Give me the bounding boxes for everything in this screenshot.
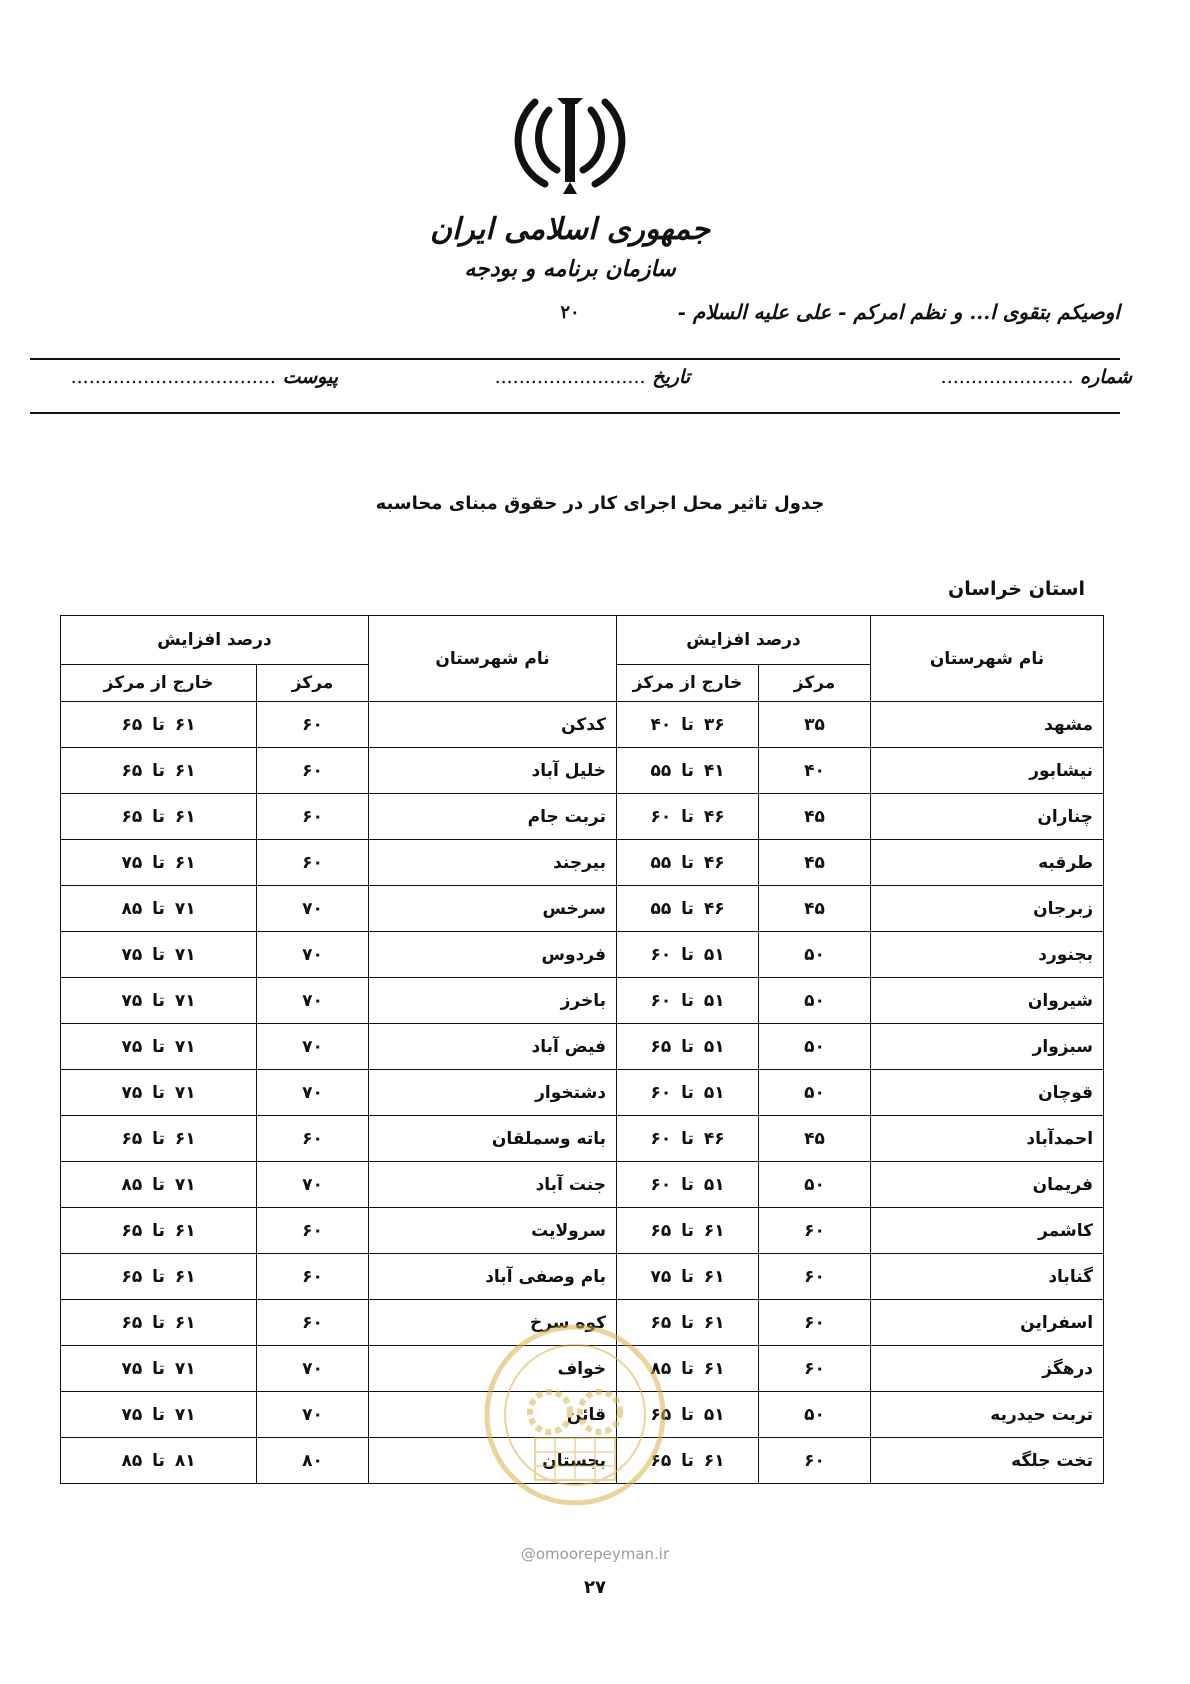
county-right-cell: قوچان bbox=[871, 1070, 1104, 1116]
county-left-cell: بیرجند bbox=[369, 840, 617, 886]
center-left-cell: ۶۰ bbox=[257, 1300, 369, 1346]
county-right-cell: سبزوار bbox=[871, 1024, 1104, 1070]
outside-left-cell: ۷۱ تا ۷۵ bbox=[61, 1024, 257, 1070]
attachment-field bbox=[71, 366, 338, 388]
center-right-cell: ۶۰ bbox=[759, 1208, 871, 1254]
center-right-cell: ۵۰ bbox=[759, 932, 871, 978]
county-left-cell: خواف bbox=[369, 1346, 617, 1392]
number-field bbox=[941, 366, 1132, 388]
outside-left-cell: ۸۱ تا ۸۵ bbox=[61, 1438, 257, 1484]
outside-left-cell: ۶۱ تا ۶۵ bbox=[61, 1116, 257, 1162]
county-right-cell: احمدآباد bbox=[871, 1116, 1104, 1162]
bottom-rule bbox=[30, 412, 1120, 414]
date-dots: ......................... bbox=[494, 366, 646, 388]
outside-right-cell: ۵۱ تا ۶۵ bbox=[617, 1392, 759, 1438]
table-row bbox=[61, 748, 1104, 794]
outside-left-cell: ۷۱ تا ۷۵ bbox=[61, 978, 257, 1024]
county-left-cell: کدکن bbox=[369, 702, 617, 748]
center-right-cell: ۵۰ bbox=[759, 1392, 871, 1438]
outside-right-cell: ۴۶ تا ۶۰ bbox=[617, 794, 759, 840]
outside-left-cell: ۶۱ تا ۶۵ bbox=[61, 702, 257, 748]
center-left-cell: ۸۰ bbox=[257, 1438, 369, 1484]
header-number: ۲۰ bbox=[560, 302, 580, 323]
center-right-cell: ۵۰ bbox=[759, 1070, 871, 1116]
center-right-cell: ۵۰ bbox=[759, 1024, 871, 1070]
province-name: استان خراسان bbox=[948, 578, 1085, 600]
center-left-cell: ۶۰ bbox=[257, 702, 369, 748]
date-field bbox=[495, 366, 690, 388]
county-right-cell: کاشمر bbox=[871, 1208, 1104, 1254]
number-label: شماره bbox=[1080, 366, 1132, 388]
center-right-cell: ۶۰ bbox=[759, 1438, 871, 1484]
center-right-cell: ۵۰ bbox=[759, 1162, 871, 1208]
center-left-cell: ۶۰ bbox=[257, 748, 369, 794]
outside-right-cell: ۶۱ تا ۸۵ bbox=[617, 1346, 759, 1392]
county-right-cell: مشهد bbox=[871, 702, 1104, 748]
center-right-cell: ۳۵ bbox=[759, 702, 871, 748]
outside-right-cell: ۶۱ تا ۶۵ bbox=[617, 1300, 759, 1346]
center-left-cell: ۶۰ bbox=[257, 1116, 369, 1162]
center-right-cell: ۶۰ bbox=[759, 1346, 871, 1392]
header-center-left: مرکز bbox=[257, 665, 369, 702]
outside-right-cell: ۶۱ تا ۶۵ bbox=[617, 1438, 759, 1484]
table-row bbox=[61, 886, 1104, 932]
county-right-cell: چناران bbox=[871, 794, 1104, 840]
county-right-cell: بجنورد bbox=[871, 932, 1104, 978]
outside-left-cell: ۶۱ تا ۶۵ bbox=[61, 1254, 257, 1300]
county-right-cell: اسفراین bbox=[871, 1300, 1104, 1346]
outside-right-cell: ۶۱ تا ۷۵ bbox=[617, 1254, 759, 1300]
country-name: جمهوری اسلامی ایران bbox=[429, 212, 711, 247]
date-label: تاریخ bbox=[652, 366, 690, 388]
page-number: ۲۷ bbox=[584, 1577, 606, 1598]
center-left-cell: ۷۰ bbox=[257, 1346, 369, 1392]
outside-left-cell: ۷۱ تا ۷۵ bbox=[61, 1392, 257, 1438]
county-right-cell: درهگز bbox=[871, 1346, 1104, 1392]
outside-right-cell: ۵۱ تا ۶۰ bbox=[617, 1162, 759, 1208]
header-outside-right: خارج از مرکز bbox=[617, 665, 759, 702]
county-left-cell: باخرز bbox=[369, 978, 617, 1024]
table-row bbox=[61, 1162, 1104, 1208]
center-right-cell: ۴۵ bbox=[759, 794, 871, 840]
table-row bbox=[61, 702, 1104, 748]
outside-right-cell: ۵۱ تا ۶۰ bbox=[617, 932, 759, 978]
county-left-cell: فیض آباد bbox=[369, 1024, 617, 1070]
county-left-cell: باته وسملقان bbox=[369, 1116, 617, 1162]
number-dots: ...................... bbox=[940, 366, 1074, 388]
center-left-cell: ۷۰ bbox=[257, 1070, 369, 1116]
outside-right-cell: ۴۱ تا ۵۵ bbox=[617, 748, 759, 794]
table-row bbox=[61, 840, 1104, 886]
center-right-cell: ۵۰ bbox=[759, 978, 871, 1024]
county-left-cell: تربت جام bbox=[369, 794, 617, 840]
table-row bbox=[61, 794, 1104, 840]
outside-left-cell: ۶۱ تا ۶۵ bbox=[61, 748, 257, 794]
center-right-cell: ۴۵ bbox=[759, 886, 871, 932]
center-right-cell: ۴۵ bbox=[759, 1116, 871, 1162]
outside-left-cell: ۷۱ تا ۸۵ bbox=[61, 1162, 257, 1208]
header-increase-right: درصد افزایش bbox=[617, 616, 871, 665]
header-county-right: نام شهرستان bbox=[871, 616, 1104, 702]
outside-right-cell: ۴۶ تا ۵۵ bbox=[617, 840, 759, 886]
table-row bbox=[61, 1208, 1104, 1254]
organization-name: سازمان برنامه و بودجه bbox=[464, 256, 676, 282]
table-row bbox=[61, 978, 1104, 1024]
outside-left-cell: ۶۱ تا ۶۵ bbox=[61, 1208, 257, 1254]
header-increase-left: درصد افزایش bbox=[61, 616, 369, 665]
center-left-cell: ۶۰ bbox=[257, 840, 369, 886]
outside-left-cell: ۶۱ تا ۶۵ bbox=[61, 794, 257, 840]
county-right-cell: شیروان bbox=[871, 978, 1104, 1024]
outside-right-cell: ۳۶ تا ۴۰ bbox=[617, 702, 759, 748]
outside-right-cell: ۶۱ تا ۶۵ bbox=[617, 1208, 759, 1254]
outside-left-cell: ۷۱ تا ۸۵ bbox=[61, 886, 257, 932]
center-left-cell: ۶۰ bbox=[257, 794, 369, 840]
county-left-cell: سرولایت bbox=[369, 1208, 617, 1254]
table-row bbox=[61, 932, 1104, 978]
county-left-cell: جنت آباد bbox=[369, 1162, 617, 1208]
county-right-cell: تخت جلگه bbox=[871, 1438, 1104, 1484]
center-left-cell: ۷۰ bbox=[257, 978, 369, 1024]
county-right-cell: زبرجان bbox=[871, 886, 1104, 932]
outside-left-cell: ۷۱ تا ۷۵ bbox=[61, 932, 257, 978]
center-left-cell: ۶۰ bbox=[257, 1208, 369, 1254]
center-right-cell: ۴۰ bbox=[759, 748, 871, 794]
outside-right-cell: ۴۶ تا ۵۵ bbox=[617, 886, 759, 932]
center-left-cell: ۶۰ bbox=[257, 1254, 369, 1300]
motto: اوصیکم بتقوی ا... و نظم امرکم - علی علیه السلام - bbox=[677, 300, 1120, 324]
county-left-cell: کوه سرخ bbox=[369, 1300, 617, 1346]
county-left-cell: قائن bbox=[369, 1392, 617, 1438]
center-right-cell: ۶۰ bbox=[759, 1300, 871, 1346]
center-left-cell: ۷۰ bbox=[257, 1392, 369, 1438]
outside-left-cell: ۷۱ تا ۷۵ bbox=[61, 1070, 257, 1116]
county-left-cell: بام وصفی آباد bbox=[369, 1254, 617, 1300]
table-row bbox=[61, 1024, 1104, 1070]
county-left-cell: بجستان bbox=[369, 1438, 617, 1484]
county-right-cell: طرقبه bbox=[871, 840, 1104, 886]
outside-right-cell: ۴۶ تا ۶۰ bbox=[617, 1116, 759, 1162]
center-right-cell: ۶۰ bbox=[759, 1254, 871, 1300]
center-left-cell: ۷۰ bbox=[257, 1162, 369, 1208]
outside-right-cell: ۵۱ تا ۶۰ bbox=[617, 1070, 759, 1116]
county-right-cell: نیشابور bbox=[871, 748, 1104, 794]
table-title: جدول تاثیر محل اجرای کار در حقوق مبنای محاسبه bbox=[375, 493, 825, 514]
county-right-cell: تربت حیدریه bbox=[871, 1392, 1104, 1438]
center-left-cell: ۷۰ bbox=[257, 886, 369, 932]
table-row bbox=[61, 1116, 1104, 1162]
outside-left-cell: ۶۱ تا ۷۵ bbox=[61, 840, 257, 886]
watermark-site: @omoorepeyman.ir bbox=[520, 1545, 670, 1563]
header-center-right: مرکز bbox=[759, 665, 871, 702]
table-row bbox=[61, 1254, 1104, 1300]
header-county-left: نام شهرستان bbox=[369, 616, 617, 702]
iran-emblem-logo bbox=[505, 88, 635, 200]
outside-left-cell: ۷۱ تا ۷۵ bbox=[61, 1346, 257, 1392]
outside-right-cell: ۵۱ تا ۶۰ bbox=[617, 978, 759, 1024]
center-left-cell: ۷۰ bbox=[257, 932, 369, 978]
center-left-cell: ۷۰ bbox=[257, 1024, 369, 1070]
county-left-cell: خلیل آباد bbox=[369, 748, 617, 794]
county-left-cell: سرخس bbox=[369, 886, 617, 932]
watermark-seal bbox=[480, 1320, 670, 1510]
top-rule bbox=[30, 358, 1120, 360]
attachment-dots: .................................. bbox=[70, 366, 276, 388]
center-right-cell: ۴۵ bbox=[759, 840, 871, 886]
outside-right-cell: ۵۱ تا ۶۵ bbox=[617, 1024, 759, 1070]
table-row bbox=[61, 1070, 1104, 1116]
county-right-cell: گناباد bbox=[871, 1254, 1104, 1300]
header-outside-left: خارج از مرکز bbox=[61, 665, 257, 702]
county-right-cell: فریمان bbox=[871, 1162, 1104, 1208]
outside-left-cell: ۶۱ تا ۶۵ bbox=[61, 1300, 257, 1346]
attachment-label: پیوست bbox=[282, 366, 338, 388]
county-left-cell: فردوس bbox=[369, 932, 617, 978]
county-left-cell: دشتخوار bbox=[369, 1070, 617, 1116]
